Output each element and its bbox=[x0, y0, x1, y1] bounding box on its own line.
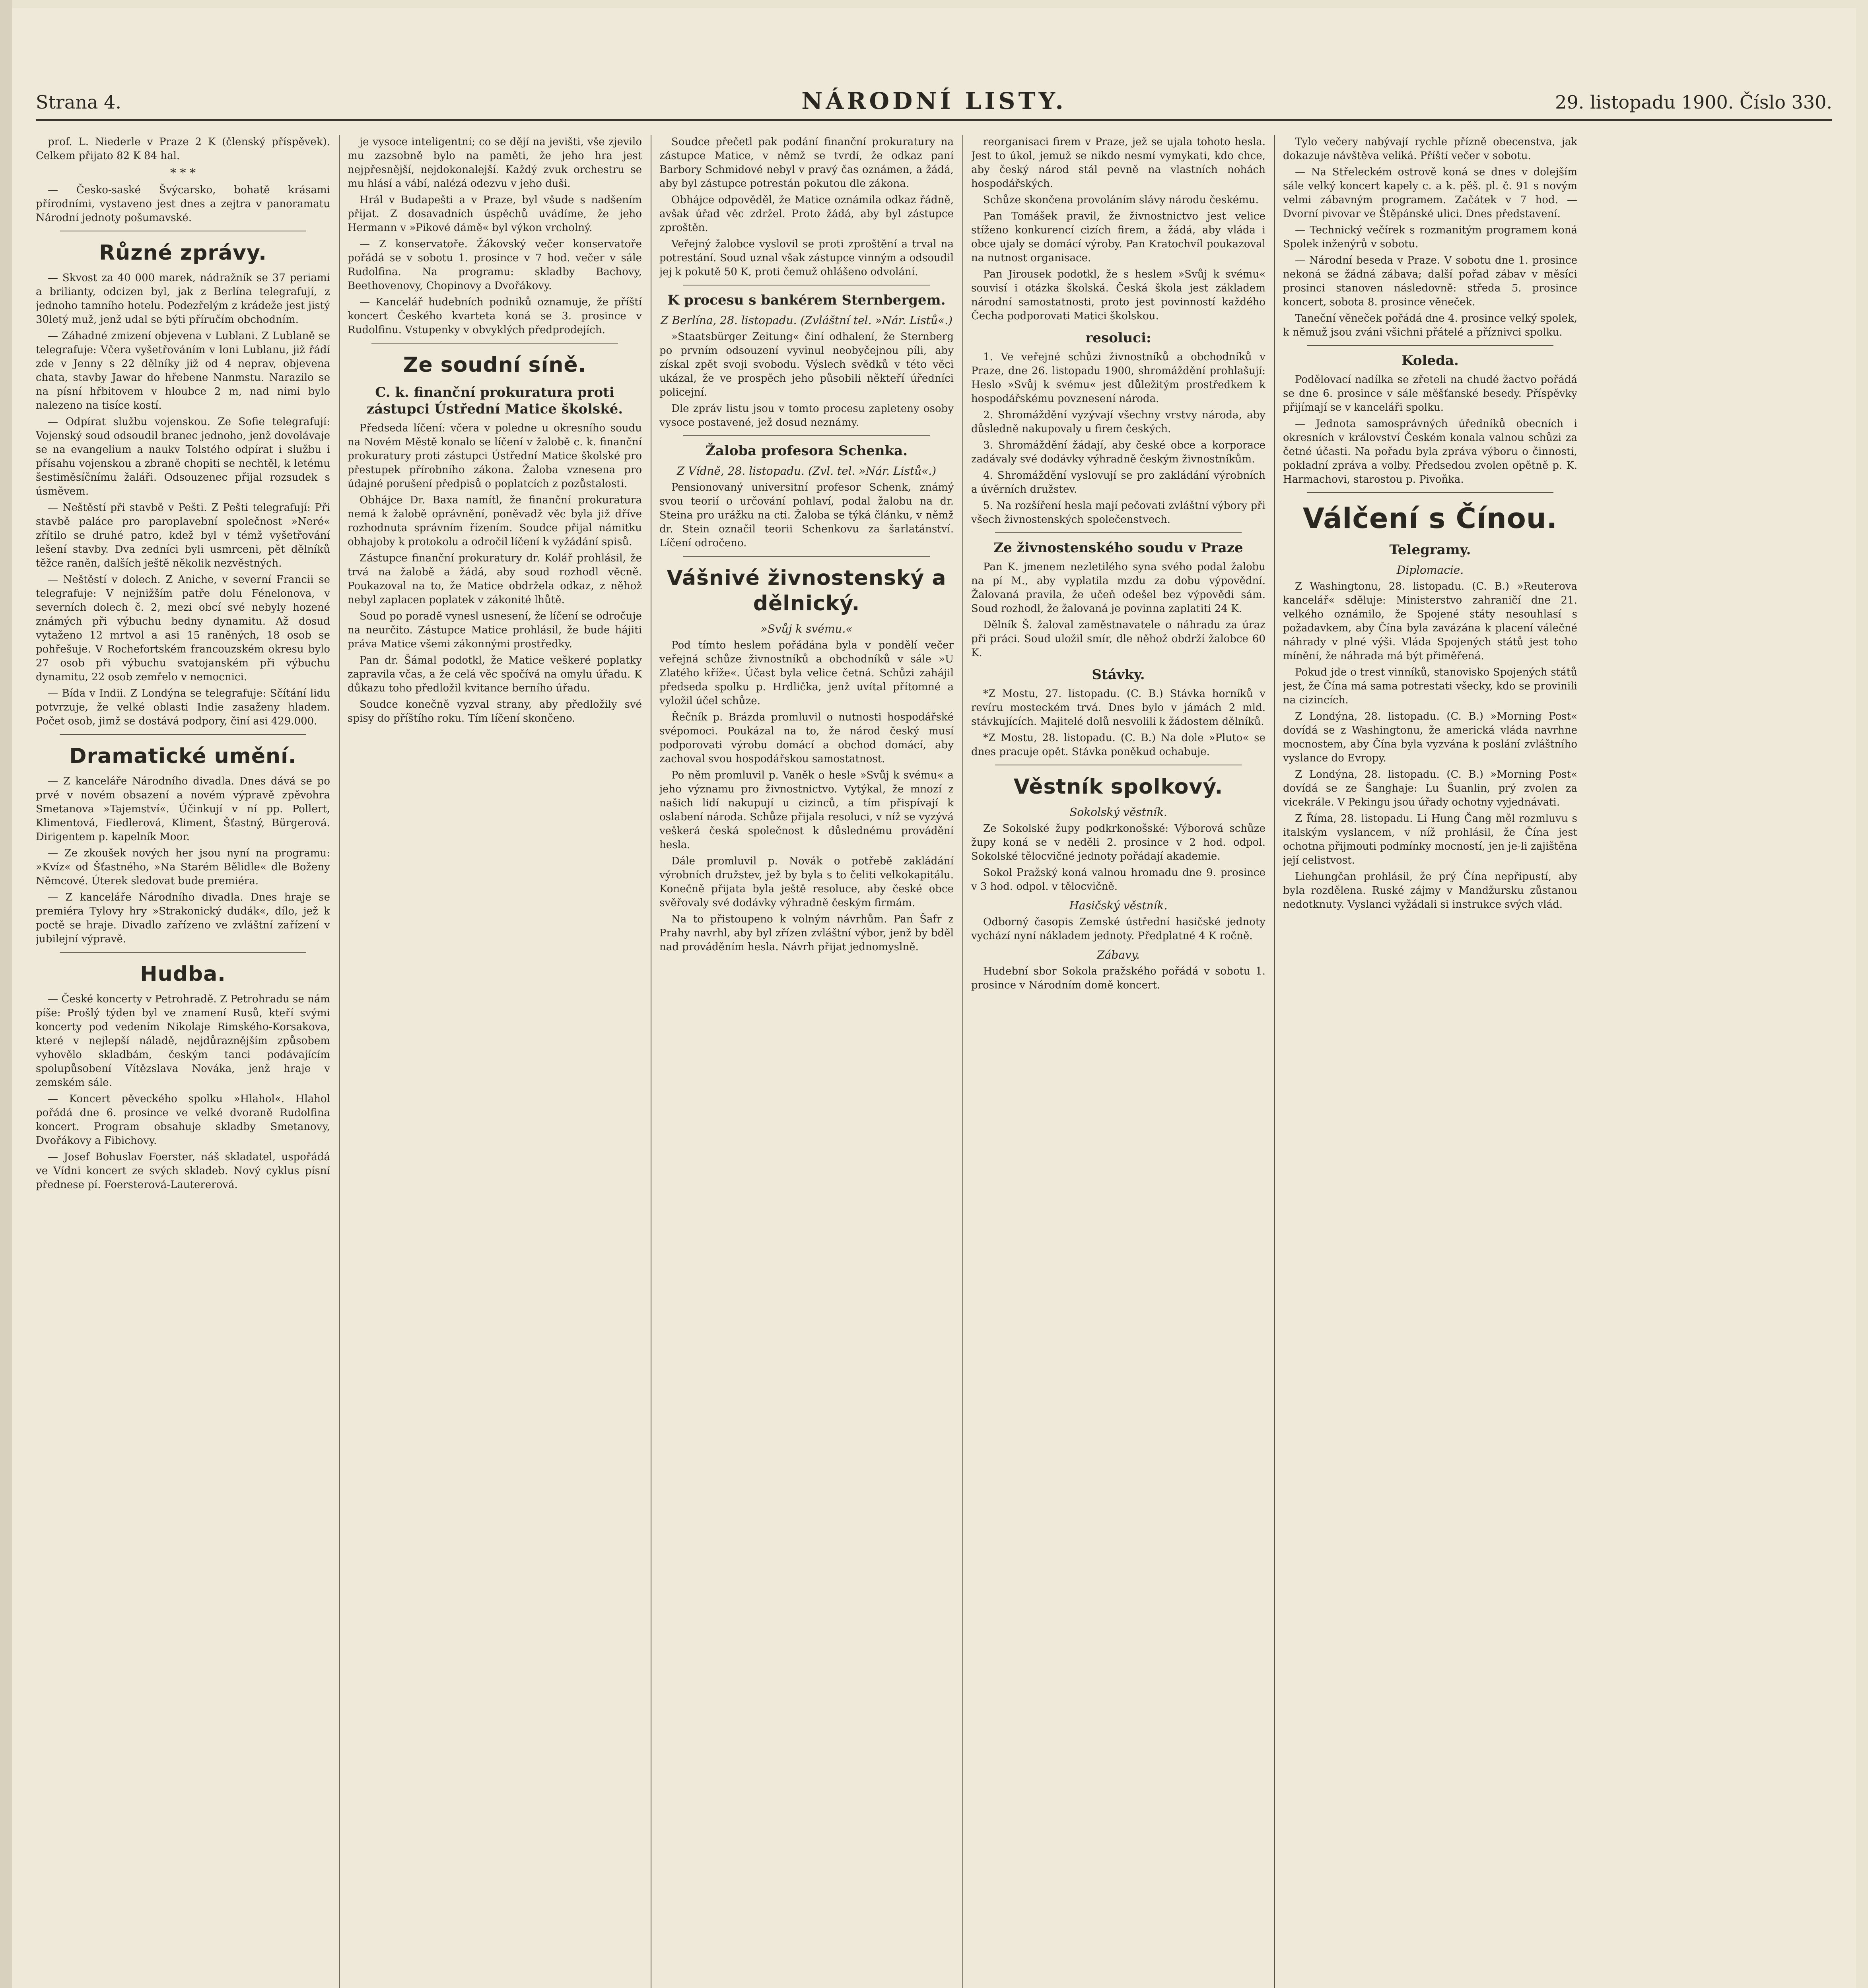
column-rule bbox=[339, 135, 340, 1988]
paragraph: prof. L. Niederle v Praze 2 K (členský příspěvek). Celkem přijato 82 K 84 hal. bbox=[36, 136, 330, 162]
divider bbox=[1307, 492, 1553, 493]
paragraph: — Technický večírek s rozmanitým programem koná Spolek inženýrů v sobotu. bbox=[1283, 224, 1577, 250]
paragraph: — Z kanceláře Národního divadla. Dnes hraje se premiéra Tylovy hry »Strakonický dudák«, dílo, jež k poctě se hraje. Divadlo zařízeno ve zvláštní zařízení v jubilejní výpravě. bbox=[36, 891, 330, 945]
paragraph: Soud po poradě vynesl usnesení, že líčení se odročuje na neurčito. Zástupce Matice prohlásil, že bude hájiti práva Matice všemi zákonnými prostředky. bbox=[348, 610, 642, 650]
paragraph: Dělník Š. žaloval zaměstnavatele o náhradu za úraz při práci. Soud uložil smír, dle něhož obdrží žalobce 60 K. bbox=[971, 619, 1265, 659]
paragraph: Soudce přečetl pak podání finanční prokuratury na zástupce Matice, v němž se tvrdí, že odkaz paní Barbory Schmidové nebyl v pravý čas oznámen, a žádá, aby byl zástupce potrestán pokutou dle zákona. bbox=[659, 136, 954, 190]
column-5 bbox=[1283, 135, 1577, 1988]
paragraph: — Skvost za 40 000 marek, nádražník se 37 periami a brilianty, odcizen byl, jak z Berlína telegrafují, z jednoho tamního hotelu. Podezřelým z krádeže jest jistý 30letý muž, jenž udal se býti příručím obchodním. bbox=[36, 272, 330, 326]
paragraph: — Kancelář hudebních podniků oznamuje, že příští koncert Českého kvarteta koná se 3. prosince v Rudolfinu. Vstupenky v obvyklých předprodejích. bbox=[348, 296, 642, 336]
paragraph: Pokud jde o trest vinníků, stanovisko Spojených států jest, že Čína má sama potrestati všecky, kdo se provinili na cizincích. bbox=[1283, 666, 1577, 706]
paragraph: Řečník p. Brázda promluvil o nutnosti hospodářské svépomoci. Poukázal na to, že národ český musí podporovati výrobu domácí a obchod domácí, aby zachoval svou hospodářskou samostatnost. bbox=[659, 711, 954, 765]
column-1 bbox=[36, 135, 330, 1988]
paragraph: — Ze zkoušek nových her jsou nyní na programu: »Kvíz« od Šťastného, »Na Starém Bělidle« dle Boženy Němcové. Úterek sledovat bude premiéra. bbox=[36, 847, 330, 887]
paragraph: — Neštěstí v dolech. Z Aniche, v severní Francii se telegrafuje: V nejnižším patře dolu Fénelonova, v severních dolech č. 2, mezi obcí své nebyly hozené známých při výbuchu bedny dynamitu. Až dosud vytaženo 12 mrtvol a asi 15 raněných, 18 osob se pohřešuje. V Rochefortském francouzském okresu bylo 27 osob při výbuchu svatojanském při výbuchu dynamitu, 22 osob zemřelo v nemocnici. bbox=[36, 574, 330, 683]
article-title: Ze živnostenského soudu v Praze bbox=[993, 540, 1243, 556]
paragraph: Pensionovaný universitní profesor Schenk, známý svou teorií o určování pohlaví, podal žalobu na dr. Steina pro urážku na cti. Žaloba se týká článku, v němž dr. Stein označil teorii Schenkovu za šarlatánství. Líčení odročeno. bbox=[659, 481, 954, 549]
paragraph: 3. Shromáždění žádají, aby české obce a korporace zadávaly své dodávky výhradně českým živnostníkům. bbox=[971, 439, 1265, 465]
paragraph: Předseda líčení: včera v poledne u okresního soudu na Novém Městě konalo se líčení v žalobě c. k. finanční prokuratury proti zástupci Ústřední Matice školské pro přestupek přírobního zákona. Žaloba vznesena pro údajné porušení předpisů o poplatcích z pozůstalosti. bbox=[348, 422, 642, 490]
article-subtitle: Zábavy. bbox=[1097, 948, 1140, 961]
paragraph: Odborný časopis Zemské ústřední hasičské jednoty vychází nyní nákladem jednoty. Předplatné 4 K ročně. bbox=[971, 916, 1265, 942]
paragraph: 1. Ve veřejné schůzi živnostníků a obchodníků v Praze, dne 26. listopadu 1900, shromáždění prohlašují: Heslo »Svůj k svému« jest důležitým prostředkem k hospodářskému povznesení národa. bbox=[971, 351, 1265, 405]
paragraph: — Z konservatoře. Žákovský večer konservatoře pořádá se v sobotu 1. prosince v 7 hod. večer v sále Rudolfina. Na programu: skladby Bachovy, Beethovenovy, Chopinovy a Dvořákovy. bbox=[348, 238, 642, 292]
divider bbox=[371, 343, 618, 344]
page-edge bbox=[0, 0, 12, 1988]
paragraph: 5. Na rozšíření hesla mají pečovati zvláštní výbory při všech živnostenských společenstvech. bbox=[971, 500, 1265, 526]
paragraph: Obhájce Dr. Baxa namítl, že finanční prokuratura nemá k žalobě oprávnění, poněvadž věc byla již dříve rozhodnuta správním řízením. Soudce přijal námitku obhajoby k protokolu a odročil líčení k vyžádání spisů. bbox=[348, 494, 642, 548]
paragraph: 2. Shromáždění vyzývají všechny vrstvy národa, aby důsledně nakupovaly u firem českých. bbox=[971, 409, 1265, 435]
paragraph: Soudce konečně vyzval strany, aby předložily své spisy do příštího roku. Tím líčení skončeno. bbox=[348, 699, 642, 724]
paragraph: — Josef Bohuslav Foerster, náš skladatel, uspořádá ve Vídni koncert ze svých skladeb. Nový cyklus písní přednese pí. Foersterová-Lautererová. bbox=[36, 1151, 330, 1191]
page-number: Strana 4. bbox=[36, 91, 121, 113]
article-subtitle: Hasičský věstník. bbox=[1069, 899, 1168, 912]
column-rule bbox=[1274, 135, 1275, 1988]
article-title: Koleda. bbox=[1401, 353, 1459, 369]
paragraph: — Národní beseda v Praze. V sobotu dne 1. prosince nekoná se žádná zábava; další pořad zábav v měsíci prosinci stanoven následovně: středa 5. prosince koncert, sobota 8. prosince věneček. bbox=[1283, 254, 1577, 308]
paragraph: 4. Shromáždění vyslovují se pro zakládání výrobních a úvěrních družstev. bbox=[971, 470, 1265, 495]
paragraph: — Jednota samosprávných úředníků obecních i okresních v království Českém konala valnou schůzi za četné účasti. Na pořadu byla zpráva výboru o činnosti, pokladní zpráva a volby. Předsedou zvolen opětně p. K. Harmachovi, starostou p. Pivoňka. bbox=[1283, 418, 1577, 485]
masthead bbox=[36, 83, 1832, 121]
columns bbox=[36, 135, 1832, 1988]
paragraph: — Odpírat službu vojenskou. Ze Sofie telegrafují: Vojenský soud odsoudil branec jednoho, jenž dovolávaje se na evangelium a naukv Tolstého odpírat i službu i přísahu vojenskou a zbraně chopiti se nechtěl, k letému šestiměsíčnímu žaláři. Odsouzenec přijal rozsudek s úsměvem. bbox=[36, 416, 330, 497]
divider bbox=[683, 556, 930, 557]
paragraph: Liehungčan prohlásil, že prý Čína nepřipustí, aby byla rozdělena. Ruské zájmy v Mandžursku zůstanou nedotknuty. Vyslanci vyžádali si instrukce svých vlád. bbox=[1283, 871, 1577, 911]
article-title: Žaloba profesora Schenka. bbox=[705, 443, 908, 459]
paragraph: Z Londýna, 28. listopadu. (C. B.) »Morning Post« dovídá se ze Šanghaje: Lu Šuanlin, prý zvolen za vicekrále. V Pekingu jsou úřady ochotny vyjednávati. bbox=[1283, 769, 1577, 808]
paragraph: — Záhadné zmizení objevena v Lublani. Z Lublaně se telegrafuje: Včera vyšetřováním v loni Lublanu, již řádí zde v Jenny s 22 dělníky již od 4 neprav, objevena chata, stavby Jawar do hřebene Nanmstu. Narazilo se na písní hřbitovem v hloubce 2 m, nad nimi bylo nalezeno na tisíce kostí. bbox=[36, 330, 330, 412]
section-title: Vášnivé živnostenský a dělnický. bbox=[667, 566, 947, 615]
paragraph: Taneční věneček pořádá dne 4. prosince velký spolek, k němuž jsou zváni všichni přátelé a příznivci spolku. bbox=[1283, 313, 1577, 338]
paragraph: Pan Jirousek podotkl, že s heslem »Svůj k svému« souvisí i otázka školská. Česká škola jest základem národní samostatnosti, proto jest povinností každého Čecha podporovati Matici školskou. bbox=[971, 268, 1265, 322]
column-4 bbox=[971, 135, 1265, 1988]
newspaper-page bbox=[12, 8, 1856, 1988]
paragraph: Pan Tomášek pravil, že živnostnictvo jest velice stíženo konkurencí cizích firem, a žádá, aby vláda i obce ujaly se domácí výroby. Pan Kratochvíl poukazoval na nutnost organisace. bbox=[971, 210, 1265, 264]
article-title: Stávky. bbox=[1092, 667, 1145, 683]
article-meta: Z Vídně, 28. listopadu. (Zvl. tel. »Nár. Listů«.) bbox=[676, 464, 937, 478]
paragraph: reorganisaci firem v Praze, jež se ujala tohoto hesla. Jest to úkol, jemuž se nikdo nesmí vymykati, kdo chce, aby český národ stál pevně na vlastních nohách hospodářských. bbox=[971, 136, 1265, 190]
paragraph: Veřejný žalobce vyslovil se proti zproštění a trval na potrestání. Soud uznal však zástupce vinným a odsoudil jej k pokutě 50 K, proti čemuž ohlášeno odvolání. bbox=[659, 238, 954, 278]
paragraph: Obhájce odpověděl, že Matice oznámila odkaz řádně, avšak úřad věc zdržel. Proto žádá, aby byl zástupce zproštěn. bbox=[659, 194, 954, 234]
paragraph: — Bída v Indii. Z Londýna se telegrafuje: Sčítání lidu potvrzuje, že velké oblasti Indie zasaženy hladem. Počet osob, jimž se dostává podpory, činí asi 429.000. bbox=[36, 687, 330, 727]
separator-stars: * * * bbox=[170, 166, 196, 180]
divider bbox=[995, 532, 1242, 533]
paragraph: Pan dr. Šámal podotkl, že Matice veškeré poplatky zapravila včas, a že celá věc spočívá na omylu úřadu. K důkazu toho předložil kvitance berního úřadu. bbox=[348, 654, 642, 694]
paragraph: Z Říma, 28. listopadu. Li Hung Čang měl rozmluvu s italským vyslancem, v níž prohlásil, že Čína jest ochotna přijmouti podmínky mocností, jen je-li zajištěna její celistvost. bbox=[1283, 813, 1577, 866]
section-title: Hudba. bbox=[140, 962, 226, 986]
resolution-title: resoluci: bbox=[1085, 330, 1151, 346]
article-subtitle: »Svůj k svému.« bbox=[760, 622, 853, 635]
article-title: C. k. finanční prokuratura proti zástupci Ústřední Matice školské. bbox=[366, 384, 623, 417]
paragraph: Po něm promluvil p. Vaněk o hesle »Svůj k svému« a jeho významu pro živnostnictvo. Vytýkal, že mnozí z našich lidí nakupují u cizinců, a tím přispívají k oslabení národa. Schůze přijala resoluci, v níž se vyzývá veškerá česká společnost k důslednému provádění hesla. bbox=[659, 769, 954, 851]
paragraph: *Z Mostu, 27. listopadu. (C. B.) Stávka horníků v revíru mosteckém trvá. Dnes bylo v jámách 2 mld. stávkujících. Majitelé dolů nesvolili k žádostem dělníků. bbox=[971, 688, 1265, 728]
paragraph: — Na Střeleckém ostrově koná se dnes v dolejším sále velký koncert kapely c. a k. pěš. pl. č. 91 s novým velmi zábavným programem. Začátek v 7 hod. — Dvorní pivovar ve Štěpánské ulici. Dnes představení. bbox=[1283, 166, 1577, 220]
article-title: K procesu s bankérem Sternbergem. bbox=[667, 292, 946, 308]
section-title: Různé zprávy. bbox=[99, 241, 267, 265]
paragraph: Ze Sokolské župy podkrkonošské: Výborová schůze župy koná se v neděli 2. prosince v 2 hod. odpol. Sokolské tělocvičné jednoty pořádají akademie. bbox=[971, 823, 1265, 862]
paragraph: Pod tímto heslem pořádána byla v pondělí večer veřejná schůze živnostníků a obchodníků v sále »U Zlatého kříže«. Účast byla velice četná. Schůzi zahájil předseda spolku p. Hrdlička, jenž uvítal přítomné a vyložil účel schůze. bbox=[659, 639, 954, 707]
paragraph: Dle zpráv listu jsou v tomto procesu zapleteny osoby vysoce postavené, jež dosud neznámy. bbox=[659, 403, 954, 429]
paragraph: Podělovací nadílka se zřeteli na chudé žactvo pořádá se dne 6. prosince v sále měšťanské besedy. Příspěvky přijímají se v kanceláři spolku. bbox=[1283, 374, 1577, 414]
section-subtitle: Telegramy. bbox=[1389, 542, 1471, 558]
date-issue: 29. listopadu 1900. Číslo 330. bbox=[1555, 91, 1832, 113]
paragraph: — Z kanceláře Národního divadla. Dnes dává se po prvé v novém obsazení a novém výpravě zpěvohra Smetanova »Tajemství«. Účinkují v ní pp. Pollert, Klimentová, Fiedlerová, Kliment, Šťastný, Bürgerová. Dirigentem p. kapelník Moor. bbox=[36, 775, 330, 843]
newspaper-title: NÁRODNÍ LISTY. bbox=[801, 87, 1067, 115]
section-title: Dramatické umění. bbox=[69, 744, 297, 768]
paragraph: *Z Mostu, 28. listopadu. (C. B.) Na dole »Pluto« se dnes pracuje opět. Stávka poněkud ochabuje. bbox=[971, 732, 1265, 758]
section-subtitle-2: Diplomacie. bbox=[1396, 563, 1464, 577]
section-title: Věstník spolkový. bbox=[1013, 775, 1223, 799]
paragraph: Hudební sbor Sokola pražského pořádá v sobotu 1. prosince v Národním domě koncert. bbox=[971, 965, 1265, 991]
article-meta: Z Berlína, 28. listopadu. (Zvláštní tel. »Nár. Listů«.) bbox=[660, 314, 953, 327]
paragraph: Zástupce finanční prokuratury dr. Kolář prohlásil, že trvá na žalobě a žádá, aby soud rozhodl věcně. Poukazoval na to, že Matice obdržela odkaz, z něhož nebyl zaplacen poplatek v zákonité lhůtě. bbox=[348, 552, 642, 606]
paragraph: Z Washingtonu, 28. listopadu. (C. B.) »Reuterova kancelář« sděluje: Ministerstvo zahraničí dne 21. velkého oznámilo, že Spojené státy nesouhlasí s požadavkem, aby Čína byla zavázána k placení válečné náhrady v plné výši. Vláda Spojených států jest toho mínění, že náhrada má být přiměřená. bbox=[1283, 580, 1577, 662]
section-title: Válčení s Čínou. bbox=[1302, 502, 1558, 535]
column-2 bbox=[348, 135, 642, 1988]
paragraph: Hrál v Budapešti a v Praze, byl všude s nadšením přijat. Z dosavadních úspěchů uvádíme, že jeho Hermann v »Pikové dámě« byl výkon vrcholný. bbox=[348, 194, 642, 234]
paragraph: Dále promluvil p. Novák o potřebě zakládání výrobních družstev, jež by byla s to čeliti velkokapitálu. Konečně přijata byla ještě resoluce, aby české obce svěřovaly své dodávky výhradně českým firmám. bbox=[659, 855, 954, 909]
paragraph: je vysoce inteligentní; co se dějí na jevišti, vše zjevilo mu zazsobně bylo na paměti, že jeho hra jest nejpřesnější, nejdokonalejší. Každý zvuk orchestru se mu hlásí a vábí, nalézá odezvu v jeho duši. bbox=[348, 136, 642, 190]
divider bbox=[683, 435, 930, 436]
paragraph: Pan K. jmenem nezletilého syna svého podal žalobu na pí M., aby vyplatila mzdu za dobu výpovědní. Žalovaná pravila, že učeň odešel bez výpovědi sám. Soud rozhodl, že žalovaná je povinna zaplatiti 24 K. bbox=[971, 561, 1265, 615]
paragraph: »Staatsbürger Zeitung« činí odhalení, že Sternberg po prvním odsouzení vyvinul neobyčejnou píli, aby získal zpět svoji svobodu. Výslech svědků v této věci ukázal, že ve prospěch jeho působili někteří úředníci policejní. bbox=[659, 331, 954, 398]
section-title: Ze soudní síně. bbox=[403, 353, 587, 377]
paragraph: Z Londýna, 28. listopadu. (C. B.) »Morning Post« dovídá se z Washingtonu, že americká vláda navrhne mocnostem, aby Čína byla vyzvána k poslání zvláštního vyslance do Evropy. bbox=[1283, 711, 1577, 764]
paragraph: — Koncert pěveckého spolku »Hlahol«. Hlahol pořádá dne 6. prosince ve velké dvoraně Rudolfina koncert. Program obsahuje skladby Smetanovy, Dvořákovy a Fibichovy. bbox=[36, 1093, 330, 1147]
divider bbox=[60, 952, 306, 953]
paragraph: Na to přistoupeno k volným návrhům. Pan Šafr z Prahy navrhl, aby byl zřízen zvláštní výbor, jenž by bděl nad prováděním hesla. Návrh přijat jednomyslně. bbox=[659, 913, 954, 953]
divider bbox=[60, 734, 306, 735]
paragraph: Sokol Pražský koná valnou hromadu dne 9. prosince v 3 hod. odpol. v tělocvičně. bbox=[971, 867, 1265, 893]
paragraph: — České koncerty v Petrohradě. Z Petrohradu se nám píše: Prošlý týden byl ve znamení Rusů, kteří svými koncerty pod vedením Nikolaje Rimského-Korsakova, které v nejlepší náladě, nejdůraznějším způsobem vyhovělo skladbám, českým tanci podávajícím spolupůsobení Vítězslava Nováka, jenž hraje v zemském sále. bbox=[36, 993, 330, 1089]
column-3 bbox=[659, 135, 954, 1988]
article-subtitle: Sokolský věstník. bbox=[1069, 806, 1167, 819]
paragraph: — Neštěstí při stavbě v Pešti. Z Pešti telegrafují: Při stavbě paláce pro paroplavební společnost »Neré« zřítilo se druhé patro, kdež byl v témž vyšetřování lešení stavby. Dva zedníci byli usmrceni, pět dělníků těžce raněn, dalších ještě několik nezvěstných. bbox=[36, 502, 330, 569]
paragraph: Tylo večery nabývají rychle přízně obecenstva, jak dokazuje návštěva veliká. Příští večer v sobotu. bbox=[1283, 136, 1577, 162]
divider bbox=[1307, 345, 1553, 346]
paragraph: — Česko-saské Švýcarsko, bohatě krásami přírodními, vystaveno jest dnes a zejtra v panoramatu Národní jednoty pošumavské. bbox=[36, 184, 330, 224]
paragraph: Schůze skončena provoláním slávy národu českému. bbox=[983, 194, 1259, 206]
column-rule bbox=[962, 135, 963, 1988]
